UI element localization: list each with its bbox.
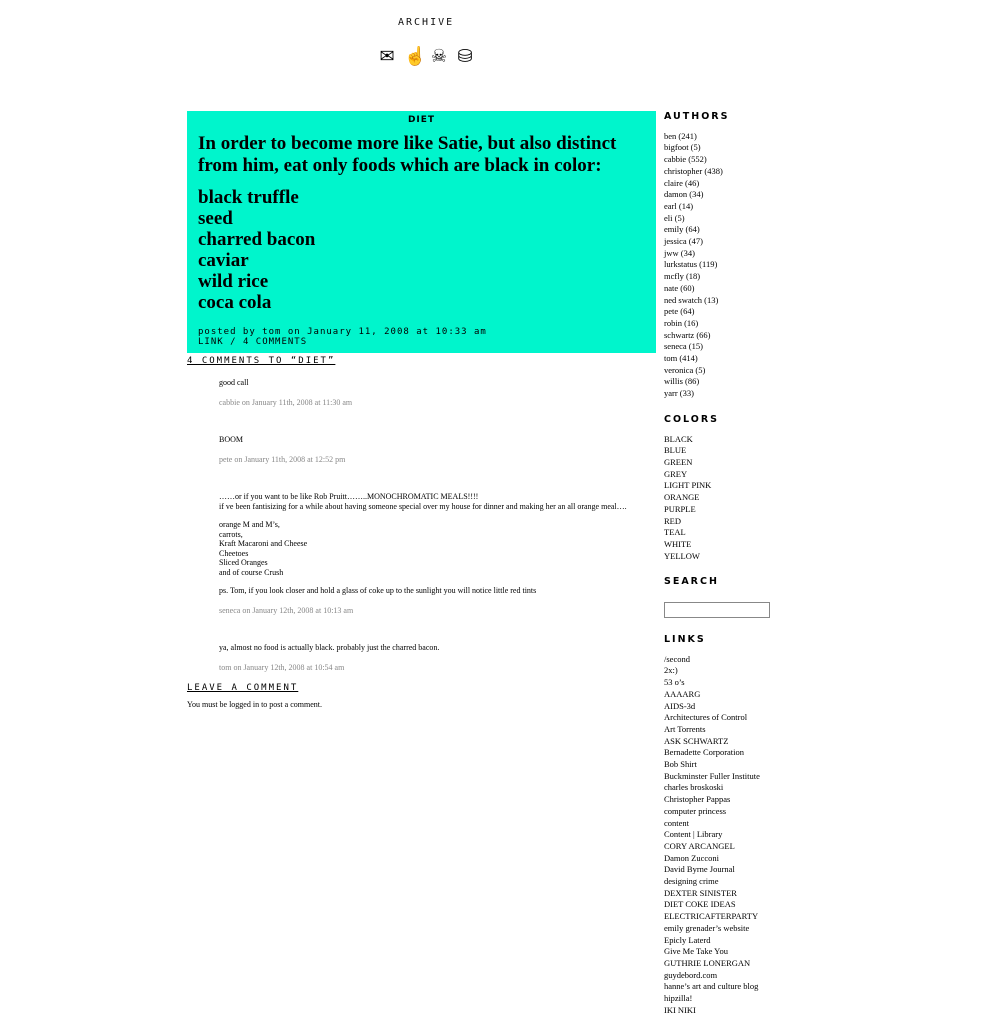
author-link[interactable]: lurkstatus (119) [664, 259, 718, 270]
external-link[interactable]: charles broskoski [664, 782, 724, 793]
hand-icon[interactable]: ☝ [404, 46, 427, 66]
sidebar [664, 111, 824, 1031]
comment-byline: tom on January 12th, 2008 at 10:54 am [219, 662, 345, 672]
search-input[interactable] [664, 602, 770, 618]
food-list [198, 187, 656, 313]
colors-heading: COLORS [664, 413, 719, 425]
food-item: seed [198, 208, 233, 229]
author-link[interactable]: jww (34) [664, 247, 695, 258]
author-link[interactable]: yarr (33) [664, 388, 694, 399]
search-heading: SEARCH [664, 576, 719, 588]
colors-list [664, 434, 824, 563]
external-link[interactable]: Content | Library [664, 829, 723, 840]
author-link[interactable]: veronica (5) [664, 364, 706, 375]
comment-text: BOOM [219, 435, 244, 444]
external-link[interactable]: designing crime [664, 876, 719, 887]
comment [219, 378, 639, 407]
color-link[interactable]: ORANGE [664, 492, 700, 503]
food-item: wild rice [198, 271, 269, 292]
author-link[interactable]: claire (46) [664, 177, 700, 188]
external-link[interactable]: content [664, 817, 690, 828]
links-heading: LINKS [664, 634, 706, 646]
color-link[interactable]: GREY [664, 468, 688, 479]
author-link[interactable]: schwartz (66) [664, 329, 711, 340]
login-notice: You must be logged in to post a comment. [187, 700, 322, 709]
comment-text: good call [219, 378, 249, 387]
food-item: black truffle [198, 187, 299, 208]
external-link[interactable]: David Byrne Journal [664, 864, 735, 875]
external-link[interactable]: Art Torrents [664, 723, 706, 734]
external-link[interactable]: guydebord.com [664, 969, 718, 980]
author-link[interactable]: earl (14) [664, 200, 694, 211]
external-link[interactable]: Bob Shirt [664, 759, 697, 770]
box-icon[interactable]: ⛁ [457, 46, 473, 66]
author-link[interactable]: pete (64) [664, 306, 695, 317]
permalink-link[interactable]: LINK [198, 337, 224, 347]
color-link[interactable]: TEAL [664, 527, 686, 538]
external-link[interactable]: hanne’s art and culture blog [664, 981, 759, 992]
comments-link[interactable]: 4 COMMENTS [242, 337, 308, 347]
color-link[interactable]: YELLOW [664, 550, 700, 561]
author-link[interactable]: willis (86) [664, 376, 700, 387]
author-link[interactable]: bigfoot (5) [664, 142, 701, 153]
author-link[interactable]: cabbie (552) [664, 154, 707, 165]
external-link[interactable]: ELECTRICAFTERPARTY [664, 911, 759, 922]
leave-comment-heading: LEAVE A COMMENT [187, 683, 299, 693]
meta-separator: / [223, 337, 243, 347]
external-link[interactable]: DEXTER SINISTER [664, 887, 737, 898]
author-link[interactable]: ned swatch (13) [664, 294, 719, 305]
external-link[interactable]: hipzilla! [664, 993, 693, 1004]
author-link[interactable]: nate (60) [664, 282, 695, 293]
external-link[interactable]: Buckminster Fuller Institute [664, 770, 760, 781]
color-link[interactable]: WHITE [664, 538, 692, 549]
author-link[interactable]: ben (241) [664, 130, 697, 141]
author-link[interactable]: mcfly (18) [664, 271, 701, 282]
comment [219, 435, 639, 464]
external-link[interactable]: 2x:) [664, 665, 678, 676]
author-link[interactable]: emily (64) [664, 224, 700, 235]
author-link[interactable]: robin (16) [664, 317, 699, 328]
links-list [664, 654, 824, 1017]
comment [219, 492, 639, 615]
color-link[interactable]: PURPLE [664, 503, 696, 514]
food-item: coca cola [198, 292, 272, 313]
external-link[interactable]: Damon Zucconi [664, 852, 719, 863]
color-link[interactable]: LIGHT PINK [664, 480, 712, 491]
external-link[interactable]: Epicly Laterd [664, 934, 711, 945]
authors-heading: AUTHORS [664, 111, 730, 122]
comments-list [219, 378, 639, 700]
post-title: In order to become more like Satie, but also distinct from him, eat only foods which are black in color: [198, 133, 617, 176]
author-link[interactable]: christopher (438) [664, 165, 723, 176]
comment-text: ps. Tom, if you look closer and hold a glass of coke up to the sunlight you will notice little red tints [219, 586, 537, 595]
external-link[interactable]: emily grenader’s website [664, 922, 750, 933]
food-item: caviar [198, 250, 249, 271]
author-link[interactable]: jessica (47) [664, 236, 703, 247]
color-link[interactable]: BLUE [664, 445, 687, 456]
archive-link[interactable]: ARCHIVE [398, 17, 455, 28]
author-link[interactable]: eli (5) [664, 212, 685, 223]
external-link[interactable]: AAAARG [664, 688, 701, 699]
external-link[interactable]: computer princess [664, 805, 727, 816]
author-link[interactable]: seneca (15) [664, 341, 703, 352]
post-meta [198, 327, 487, 347]
comment-text: ……or if you want to be like Rob Pruitt……..MONOCHROMATIC MEALS!!!! if ve been fantisizing for a while about having someone special over my house for dinner and making her an all orange meal…. [219, 492, 627, 511]
comment-text: ya, almost no food is actually black. probably just the charred bacon. [219, 643, 440, 652]
comment-byline: cabbie on January 11th, 2008 at 11:30 am [219, 397, 353, 407]
color-link[interactable]: GREEN [664, 456, 693, 467]
skull-icon[interactable]: ☠ [430, 46, 448, 66]
comment-byline: seneca on January 12th, 2008 at 10:13 am [219, 605, 354, 615]
color-link[interactable]: RED [664, 515, 681, 526]
post [187, 111, 656, 353]
comment-byline: pete on January 11th, 2008 at 12:52 pm [219, 454, 346, 464]
authors-list [664, 131, 824, 400]
comment-text: orange M and M’s, carrots, Kraft Macaroni and Cheese Cheetoes Sliced Oranges and of course Crush [219, 520, 308, 577]
color-link[interactable]: BLACK [664, 433, 693, 444]
external-link[interactable]: ASK SCHWARTZ [664, 735, 729, 746]
external-link[interactable]: Christopher Pappas [664, 794, 731, 805]
post-category[interactable]: DIET [407, 115, 436, 125]
external-link[interactable]: IKI NIKI [664, 1004, 696, 1015]
external-link[interactable]: CORY ARCANGEL [664, 840, 735, 851]
mail-icon[interactable]: ✉ [379, 46, 395, 66]
external-link[interactable]: 53 o’s [664, 677, 685, 688]
comments-title: 4 COMMENTS TO “DIET” [187, 356, 336, 366]
author-link[interactable]: tom (414) [664, 353, 698, 364]
icon-nav [378, 46, 474, 67]
external-link[interactable]: /second [664, 653, 690, 664]
posted-by: posted by tom on January 11, 2008 at 10:33 am [198, 327, 487, 337]
author-link[interactable]: damon (34) [664, 189, 704, 200]
external-link[interactable]: GUTHRIE LONERGAN [664, 958, 751, 968]
external-link[interactable]: AIDS-3d [664, 700, 696, 711]
external-link[interactable]: Architectures of Control [664, 712, 748, 723]
external-link[interactable]: DIET COKE IDEAS [664, 899, 736, 910]
external-link[interactable]: Bernadette Corporation [664, 747, 745, 758]
comment [219, 643, 639, 672]
food-item: charred bacon [198, 229, 316, 250]
external-link[interactable]: Give Me Take You [664, 946, 728, 957]
